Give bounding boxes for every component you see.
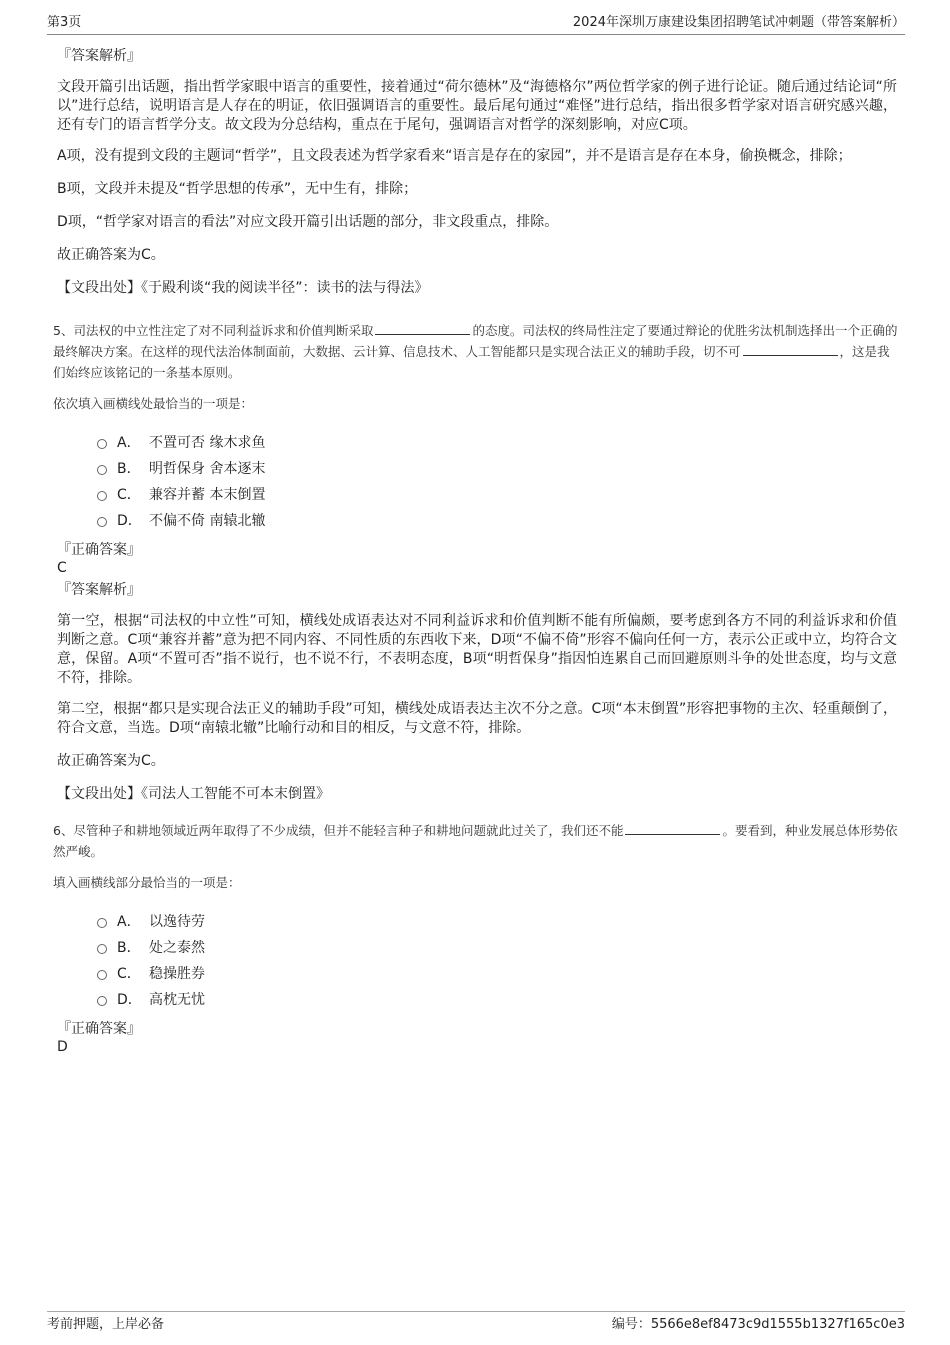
option-letter: D． xyxy=(117,992,142,1008)
option-letter: C． xyxy=(117,487,141,503)
page-footer xyxy=(47,1311,905,1335)
question-text: 。要看到，种业发展总体形势依然严峻。 xyxy=(53,823,898,859)
question-prompt: 依次填入画横线处最恰当的一项是： xyxy=(53,396,254,411)
option-letter: C． xyxy=(117,966,141,982)
option-text: 高枕无忧 xyxy=(149,992,205,1008)
option-text: 稳操胜券 xyxy=(149,966,205,982)
radio-icon[interactable] xyxy=(97,465,107,475)
radio-icon[interactable] xyxy=(97,918,107,928)
option-text: 兼容并蓄 本末倒置 xyxy=(149,487,266,503)
analysis-paragraph: D项，“哲学家对语言的看法”对应文段开篇引出话题的部分，非文段重点，排除。 xyxy=(57,214,559,230)
correct-answer-label: 『正确答案』 xyxy=(57,542,141,558)
correct-answer: D xyxy=(57,1039,68,1055)
question-text: 5、司法权的中立性注定了对不同利益诉求和价值判断采取 xyxy=(53,323,374,338)
radio-icon[interactable] xyxy=(97,491,107,501)
option-text: 不偏不倚 南辕北辙 xyxy=(149,513,266,529)
option-text: 明哲保身 舍本逐末 xyxy=(149,461,266,477)
question-5-stem xyxy=(53,320,901,383)
question-5-options xyxy=(97,429,897,533)
option-text: 不置可否 缘木求鱼 xyxy=(149,435,266,451)
option-d[interactable] xyxy=(97,507,897,533)
analysis-paragraph: 文段开篇引出话题，指出哲学家眼中语言的重要性，接着通过“荷尔德林”及“海德格尔”两位哲学家的例子进行论证。随后通过结论词“所以”进行总结，说明语言是人存在的明证，依旧强调语言的重要性。最后尾句通过“难怪”进行总结，指出很多哲学家对语言研究感兴趣，还有专门的语言哲学分支。故文段为分总结构，重点在于尾句，强调语言对哲学的深刻影响，对应C项。 xyxy=(57,79,897,133)
question-text: 6、尽管种子和耕地领域近两年取得了不少成绩，但并不能轻言种子和耕地问题就此过关了，我们还不能 xyxy=(53,823,624,838)
source-citation: 【文段出处】《司法人工智能不可本末倒置》 xyxy=(57,786,330,802)
radio-icon[interactable] xyxy=(97,517,107,527)
footer-slogan: 考前押题，上岸必备 xyxy=(47,1317,165,1332)
option-letter: D． xyxy=(117,513,142,529)
option-d[interactable] xyxy=(97,986,897,1012)
radio-icon[interactable] xyxy=(97,996,107,1006)
question-text: 的态度。司法权的终局性注定了要通过辩论的优胜劣汰机制选择出一个正确的最终解决方案。在这样的现代法治体制面前，大数据、云计算、信息技术、人工智能都只是实现合法正义的辅助手段，切不可 xyxy=(53,323,898,359)
analysis-paragraph: A项，没有提到文段的主题词“哲学”，且文段表述为哲学家看来“语言是存在的家园”，并不是语言是存在本身，偷换概念，排除； xyxy=(57,148,852,164)
option-letter: A． xyxy=(117,435,141,451)
document-code: 编号：5566e8ef8473c9d1555b1327f165c0e3 xyxy=(611,1317,905,1332)
option-c[interactable] xyxy=(97,481,897,507)
source-citation: 【文段出处】《于殿利谈“我的阅读半径”：读书的法与得法》 xyxy=(57,280,429,296)
fill-blank xyxy=(625,821,720,835)
radio-icon[interactable] xyxy=(97,944,107,954)
question-text: ，这是我们始终应该铭记的一条基本原则。 xyxy=(53,344,890,380)
option-letter: A． xyxy=(117,914,141,930)
option-b[interactable] xyxy=(97,455,897,481)
page-number: 第3页 xyxy=(47,15,82,30)
option-b[interactable] xyxy=(97,934,897,960)
option-letter: B． xyxy=(117,461,141,477)
page-content xyxy=(53,47,898,1056)
option-text: 处之泰然 xyxy=(149,940,205,956)
analysis-paragraph: 第二空，根据“都只是实现合法正义的辅助手段”可知，横线处成语表达主次不分之意。C项“本末倒置”形容把事物的主次、轻重颠倒了，符合文意，当选。D项“南辕北辙”比喻行动和目的相反，与文意不符，排除。 xyxy=(57,701,897,736)
analysis-label: 『答案解析』 xyxy=(57,582,141,598)
analysis-paragraph: B项，文段并未提及“哲学思想的传承”，无中生有，排除； xyxy=(57,181,418,197)
correct-answer-label: 『正确答案』 xyxy=(57,1021,141,1037)
option-c[interactable] xyxy=(97,960,897,986)
fill-blank xyxy=(375,321,470,335)
option-text: 以逸待劳 xyxy=(149,914,205,930)
option-a[interactable] xyxy=(97,429,897,455)
page-header xyxy=(47,14,905,35)
option-a[interactable] xyxy=(97,908,897,934)
option-letter: B． xyxy=(117,940,141,956)
radio-icon[interactable] xyxy=(97,439,107,449)
fill-blank xyxy=(743,342,838,356)
radio-icon[interactable] xyxy=(97,970,107,980)
answer-conclusion: 故正确答案为C。 xyxy=(57,753,165,769)
document-title: 2024年深圳万康建设集团招聘笔试冲刺题（带答案解析） xyxy=(572,15,905,30)
question-6-options xyxy=(97,908,897,1012)
correct-answer: C xyxy=(57,560,67,576)
question-6-stem xyxy=(53,820,901,862)
question-prompt: 填入画横线部分最恰当的一项是： xyxy=(53,875,241,890)
analysis-label: 『答案解析』 xyxy=(57,48,141,64)
analysis-paragraph: 第一空，根据“司法权的中立性”可知，横线处成语表达对不同利益诉求和价值判断不能有所偏颇，要考虑到各方不同的利益诉求和价值判断之意。C项“兼容并蓄”意为把不同内容、不同性质的东西收下来，D项“不偏不倚”形容不偏向任何一方，表示公正或中立，均符合文意，保留。A项“不置可否”指不说行，也不说不行，不表明态度，B项“明哲保身”指因怕连累自己而回避原则斗争的处世态度，均与文意不符，排除。 xyxy=(57,613,897,686)
answer-conclusion: 故正确答案为C。 xyxy=(57,247,165,263)
